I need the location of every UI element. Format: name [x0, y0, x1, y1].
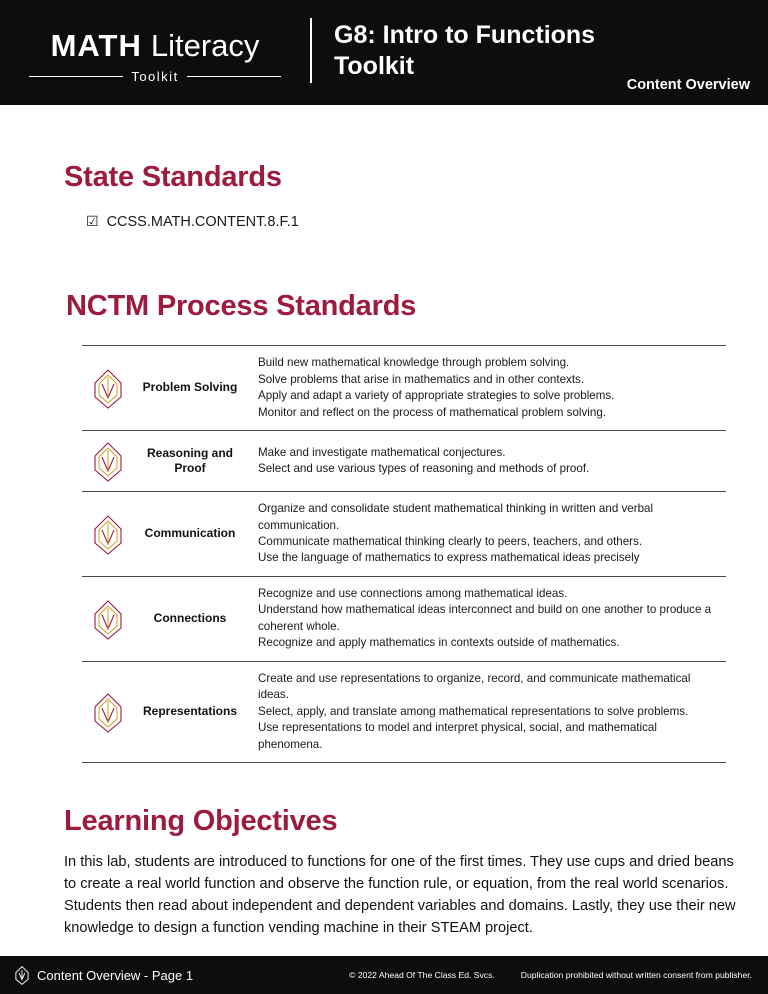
state-standards-heading: State Standards — [64, 161, 282, 193]
tulip-icon — [91, 690, 125, 734]
document-footer — [0, 956, 768, 994]
table-cell-label: Connections — [153, 611, 227, 626]
footer-duplication-notice: Duplication prohibited without written consent from publisher. — [520, 970, 752, 980]
description-line: Recognize and use connections among mathematical ideas. — [258, 586, 568, 600]
footer-left-group — [0, 964, 193, 986]
list-item — [86, 212, 748, 232]
table-cell-description — [246, 431, 726, 492]
table-row — [82, 431, 726, 492]
description-line: Create and use representations to organize, record, and communicate mathematical ideas. — [258, 671, 691, 702]
table-row — [82, 661, 726, 762]
description-line: Select, apply, and translate among mathematical representations to solve problems. — [258, 704, 689, 718]
table-cell-icon — [82, 346, 134, 431]
table-cell-description — [246, 346, 726, 431]
footer-copyright: © 2022 Ahead Of The Class Ed. Svcs. — [349, 970, 495, 980]
header-title-block — [312, 0, 768, 105]
description-line: Communicate mathematical thinking clearly to peers, teachers, and others. — [258, 535, 643, 549]
description-line: Recognize and apply mathematics in contexts outside of mathematics. — [258, 636, 620, 650]
learning-objectives-body: In this lab, students are introduced to functions for one of the first times. They use cups and dried beans to create a real world function and observe the function rule, or equation, from the real world scenarios. Students then read about independent and dependent variables and domains. Lastly, they use their new knowledge to design a function vending machine in their STEAM project. — [64, 854, 736, 936]
table-cell-label: Reasoning and Proof — [146, 445, 233, 476]
logo-toolkit-text: Toolkit — [131, 68, 179, 84]
footer-page-label: Content Overview - Page 1 — [37, 967, 194, 983]
table-row — [82, 576, 726, 661]
table-cell-description — [246, 492, 726, 577]
description-line: Solve problems that arise in mathematics and in other contexts. — [258, 372, 585, 386]
table-row — [82, 492, 726, 577]
page-title: G8: Intro to Functions Toolkit — [334, 21, 596, 80]
table-cell-description — [246, 661, 726, 762]
table-cell-icon — [82, 492, 134, 577]
description-line: Make and investigate mathematical conjectures. — [258, 445, 506, 459]
table-row — [82, 346, 726, 431]
document-header — [0, 0, 768, 105]
logo-literacy-text: Literacy — [150, 27, 260, 63]
description-line: Organize and consolidate student mathematical thinking in written and verbal communication. — [258, 502, 654, 532]
content-overview-label: Content Overview — [626, 77, 750, 93]
tulip-icon — [14, 964, 30, 986]
logo-rule-right — [187, 76, 281, 77]
description-line: Use representations to model and interpret physical, social, and mathematical phenomena. — [258, 721, 657, 751]
description-line: Build new mathematical knowledge through problem solving. — [258, 356, 570, 370]
table-cell-label: Problem Solving — [142, 380, 238, 395]
description-line: Select and use various types of reasoning and methods of proof. — [258, 462, 590, 476]
description-line: Understand how mathematical ideas interconnect and build on one another to produce a coherent whole. — [258, 603, 712, 633]
description-line: Use the language of mathematics to express mathematical ideas precisely — [258, 551, 640, 565]
nctm-standards-heading: NCTM Process Standards — [66, 290, 417, 323]
table-cell-label: Representations — [142, 704, 238, 719]
learning-objectives-heading: Learning Objectives — [64, 805, 338, 837]
table-cell-description — [246, 576, 726, 661]
description-line: Apply and adapt a variety of appropriate strategies to solve problems. — [258, 389, 615, 403]
brand-logo — [0, 0, 310, 105]
logo-math-text: MATH — [50, 27, 142, 63]
tulip-icon — [91, 597, 125, 641]
table-cell-icon — [82, 431, 134, 492]
tulip-icon — [91, 512, 125, 556]
table-cell-icon — [82, 576, 134, 661]
logo-rule-left — [29, 76, 123, 77]
document-body — [0, 161, 768, 940]
state-standards-list — [86, 212, 748, 232]
tulip-icon — [91, 439, 125, 483]
logo-wordmark — [51, 28, 260, 64]
table-cell-icon — [82, 661, 134, 762]
description-line: Monitor and reflect on the process of mathematical problem solving. — [258, 405, 606, 419]
nctm-standards-table — [82, 345, 726, 763]
state-standard-code: CCSS.MATH.CONTENT.8.F.1 — [106, 214, 299, 230]
table-cell-label: Communication — [144, 526, 236, 541]
logo-rule-group — [29, 69, 281, 84]
footer-right-group — [349, 970, 768, 980]
checkbox-checked-icon: ☑ — [86, 213, 99, 230]
tulip-icon — [91, 366, 125, 410]
